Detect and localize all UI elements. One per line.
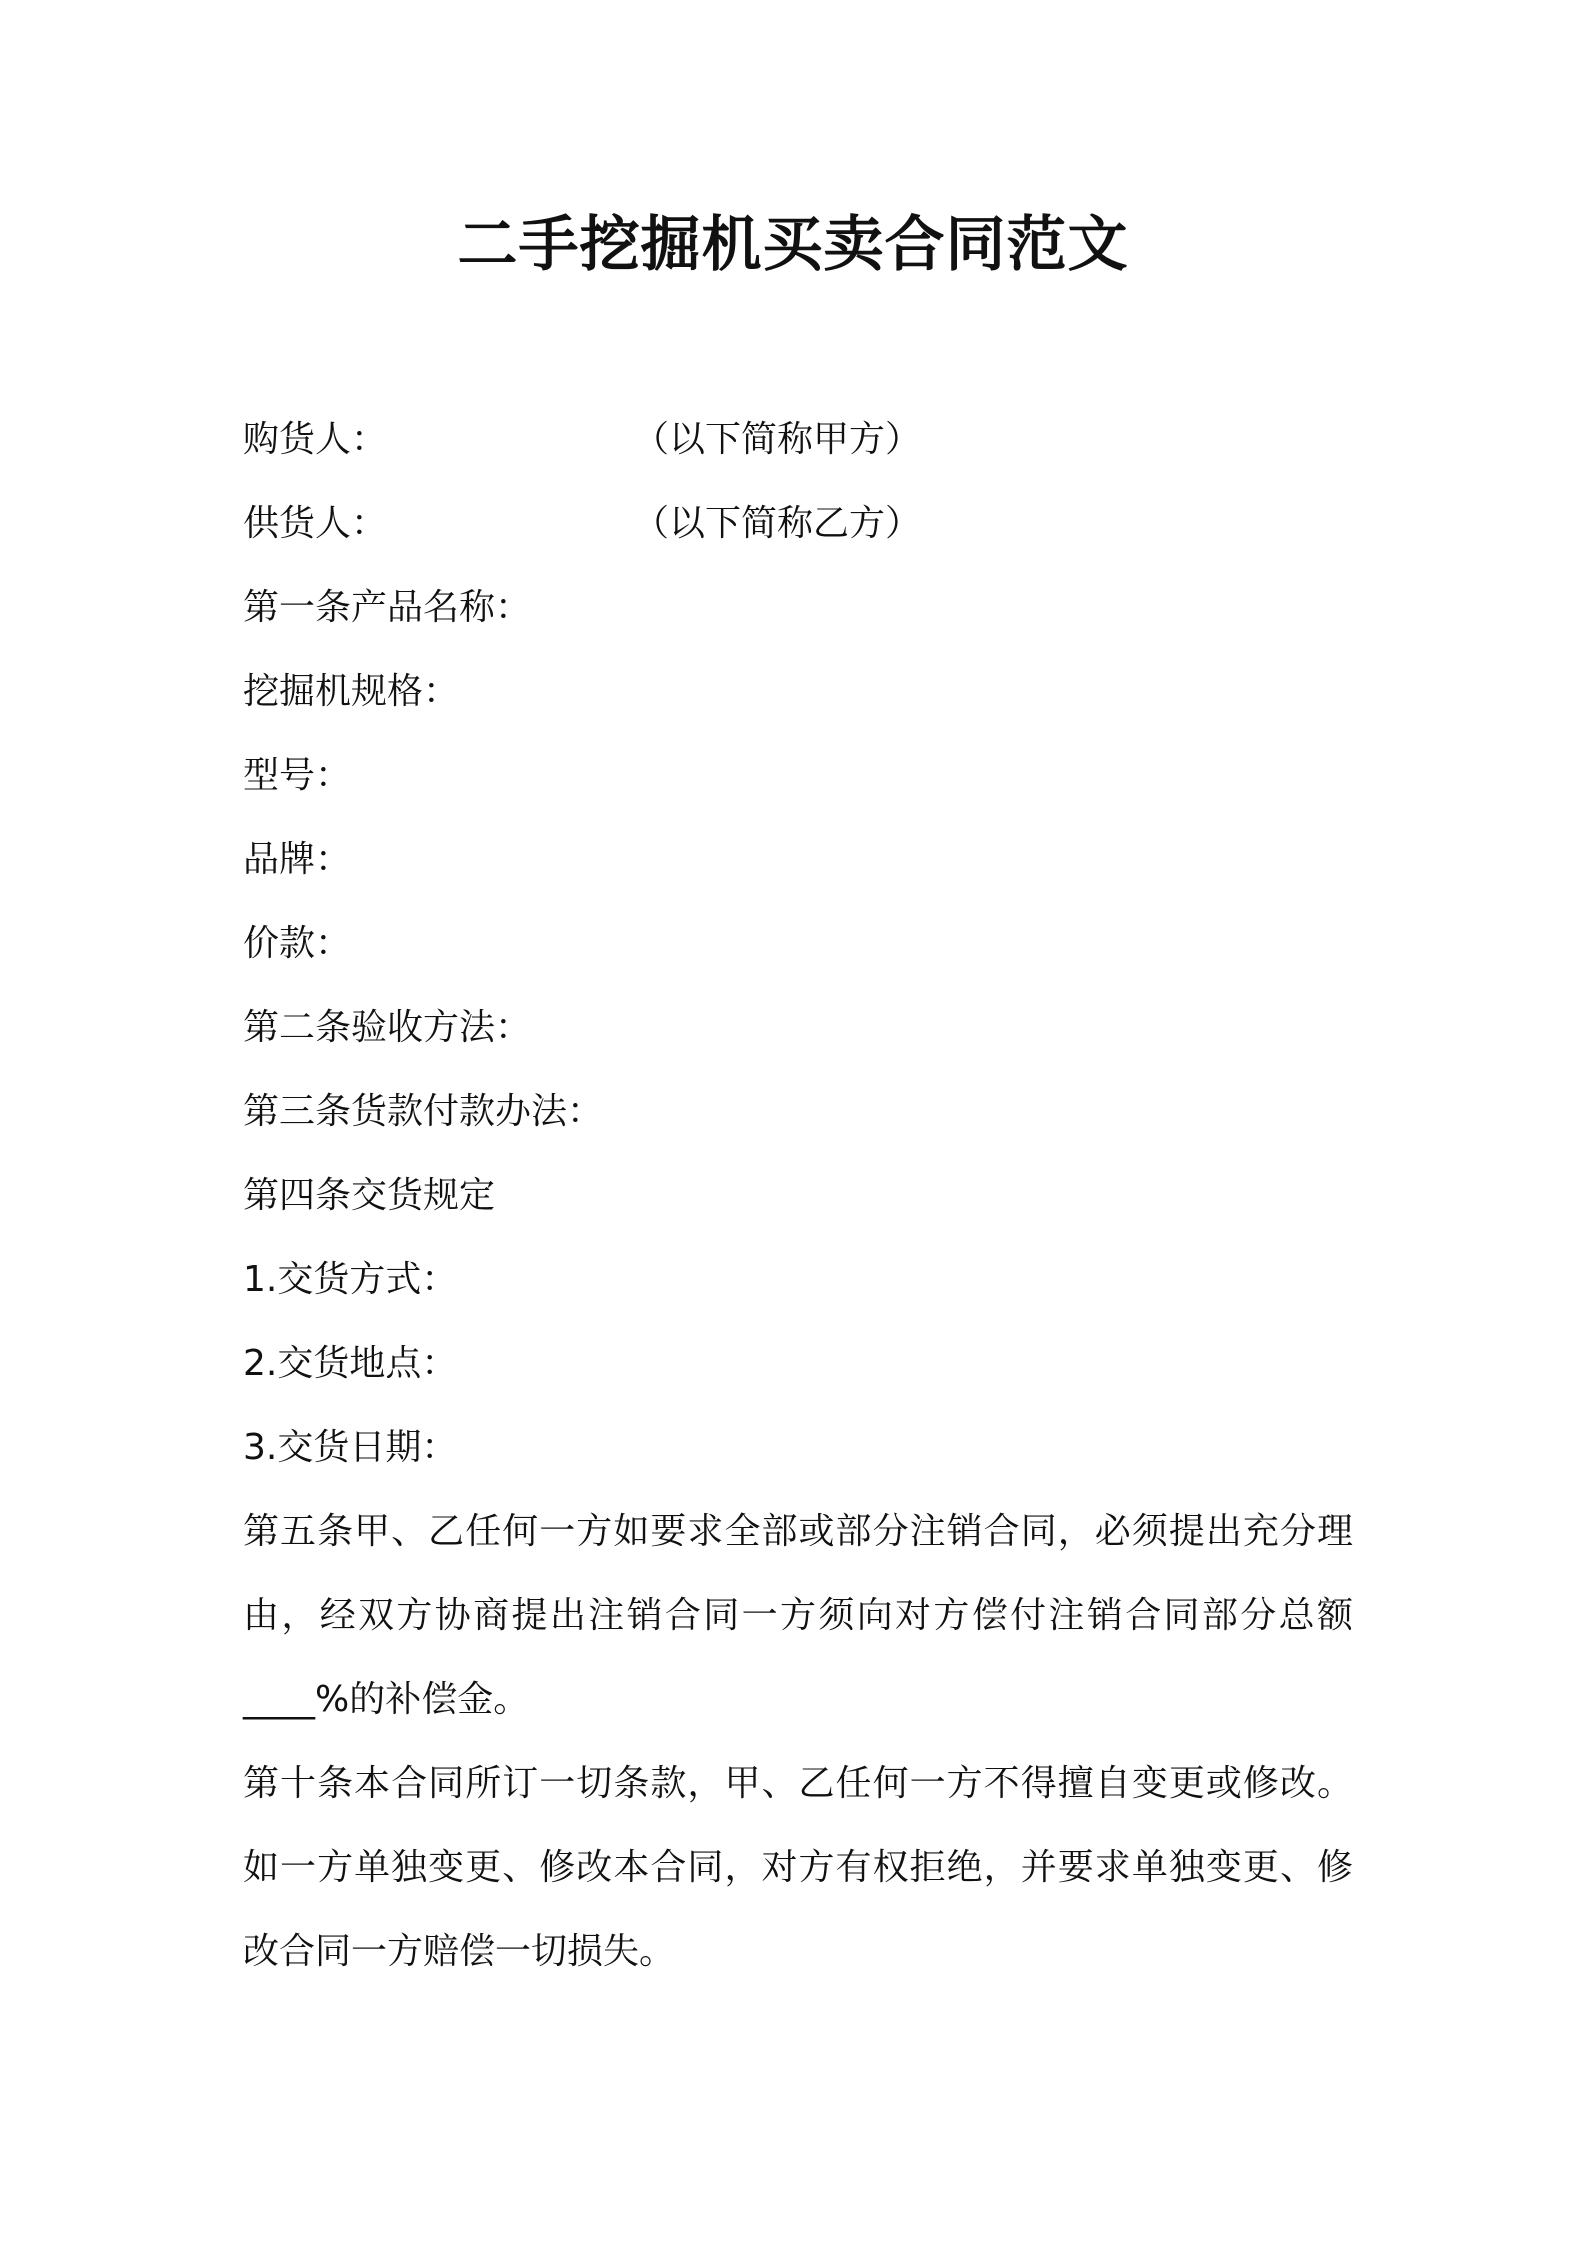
price: 价款： bbox=[243, 923, 352, 964]
delivery-method: 1.交货方式： bbox=[243, 1259, 458, 1300]
brand: 品牌： bbox=[243, 839, 352, 880]
buyer-label: 购货人： bbox=[243, 419, 388, 460]
buyer-note: （以下简称甲方） bbox=[633, 419, 922, 460]
article-5-paragraph: 第五条甲、乙任何一方如要求全部或部分注销合同，必须提出充分理由，经双方协商提出注销合同一方须向对方偿付注销合同部分总额____%的补偿金。 bbox=[243, 1511, 1353, 1720]
excavator-spec: 挖掘机规格： bbox=[243, 671, 460, 712]
delivery-date: 3.交货日期： bbox=[243, 1427, 458, 1468]
document-title: 二手挖掘机买卖合同范文 bbox=[457, 210, 1129, 280]
seller-note: （以下简称乙方） bbox=[633, 503, 922, 544]
seller-label: 供货人： bbox=[243, 503, 388, 544]
seller-line bbox=[243, 498, 922, 550]
buyer-line bbox=[243, 414, 922, 466]
article-3-payment: 第三条货款付款办法： bbox=[243, 1091, 604, 1132]
delivery-location: 2.交货地点： bbox=[243, 1343, 458, 1384]
article-1-product-name: 第一条产品名称： bbox=[243, 587, 532, 628]
model: 型号： bbox=[243, 755, 352, 796]
article-10-paragraph: 第十条本合同所订一切条款，甲、乙任何一方不得擅自变更或修改。如一方单独变更、修改本合同，对方有权拒绝，并要求单独变更、修改合同一方赔偿一切损失。 bbox=[243, 1763, 1353, 1972]
article-4-delivery: 第四条交货规定 bbox=[243, 1175, 496, 1216]
article-2-inspection: 第二条验收方法： bbox=[243, 1007, 532, 1048]
